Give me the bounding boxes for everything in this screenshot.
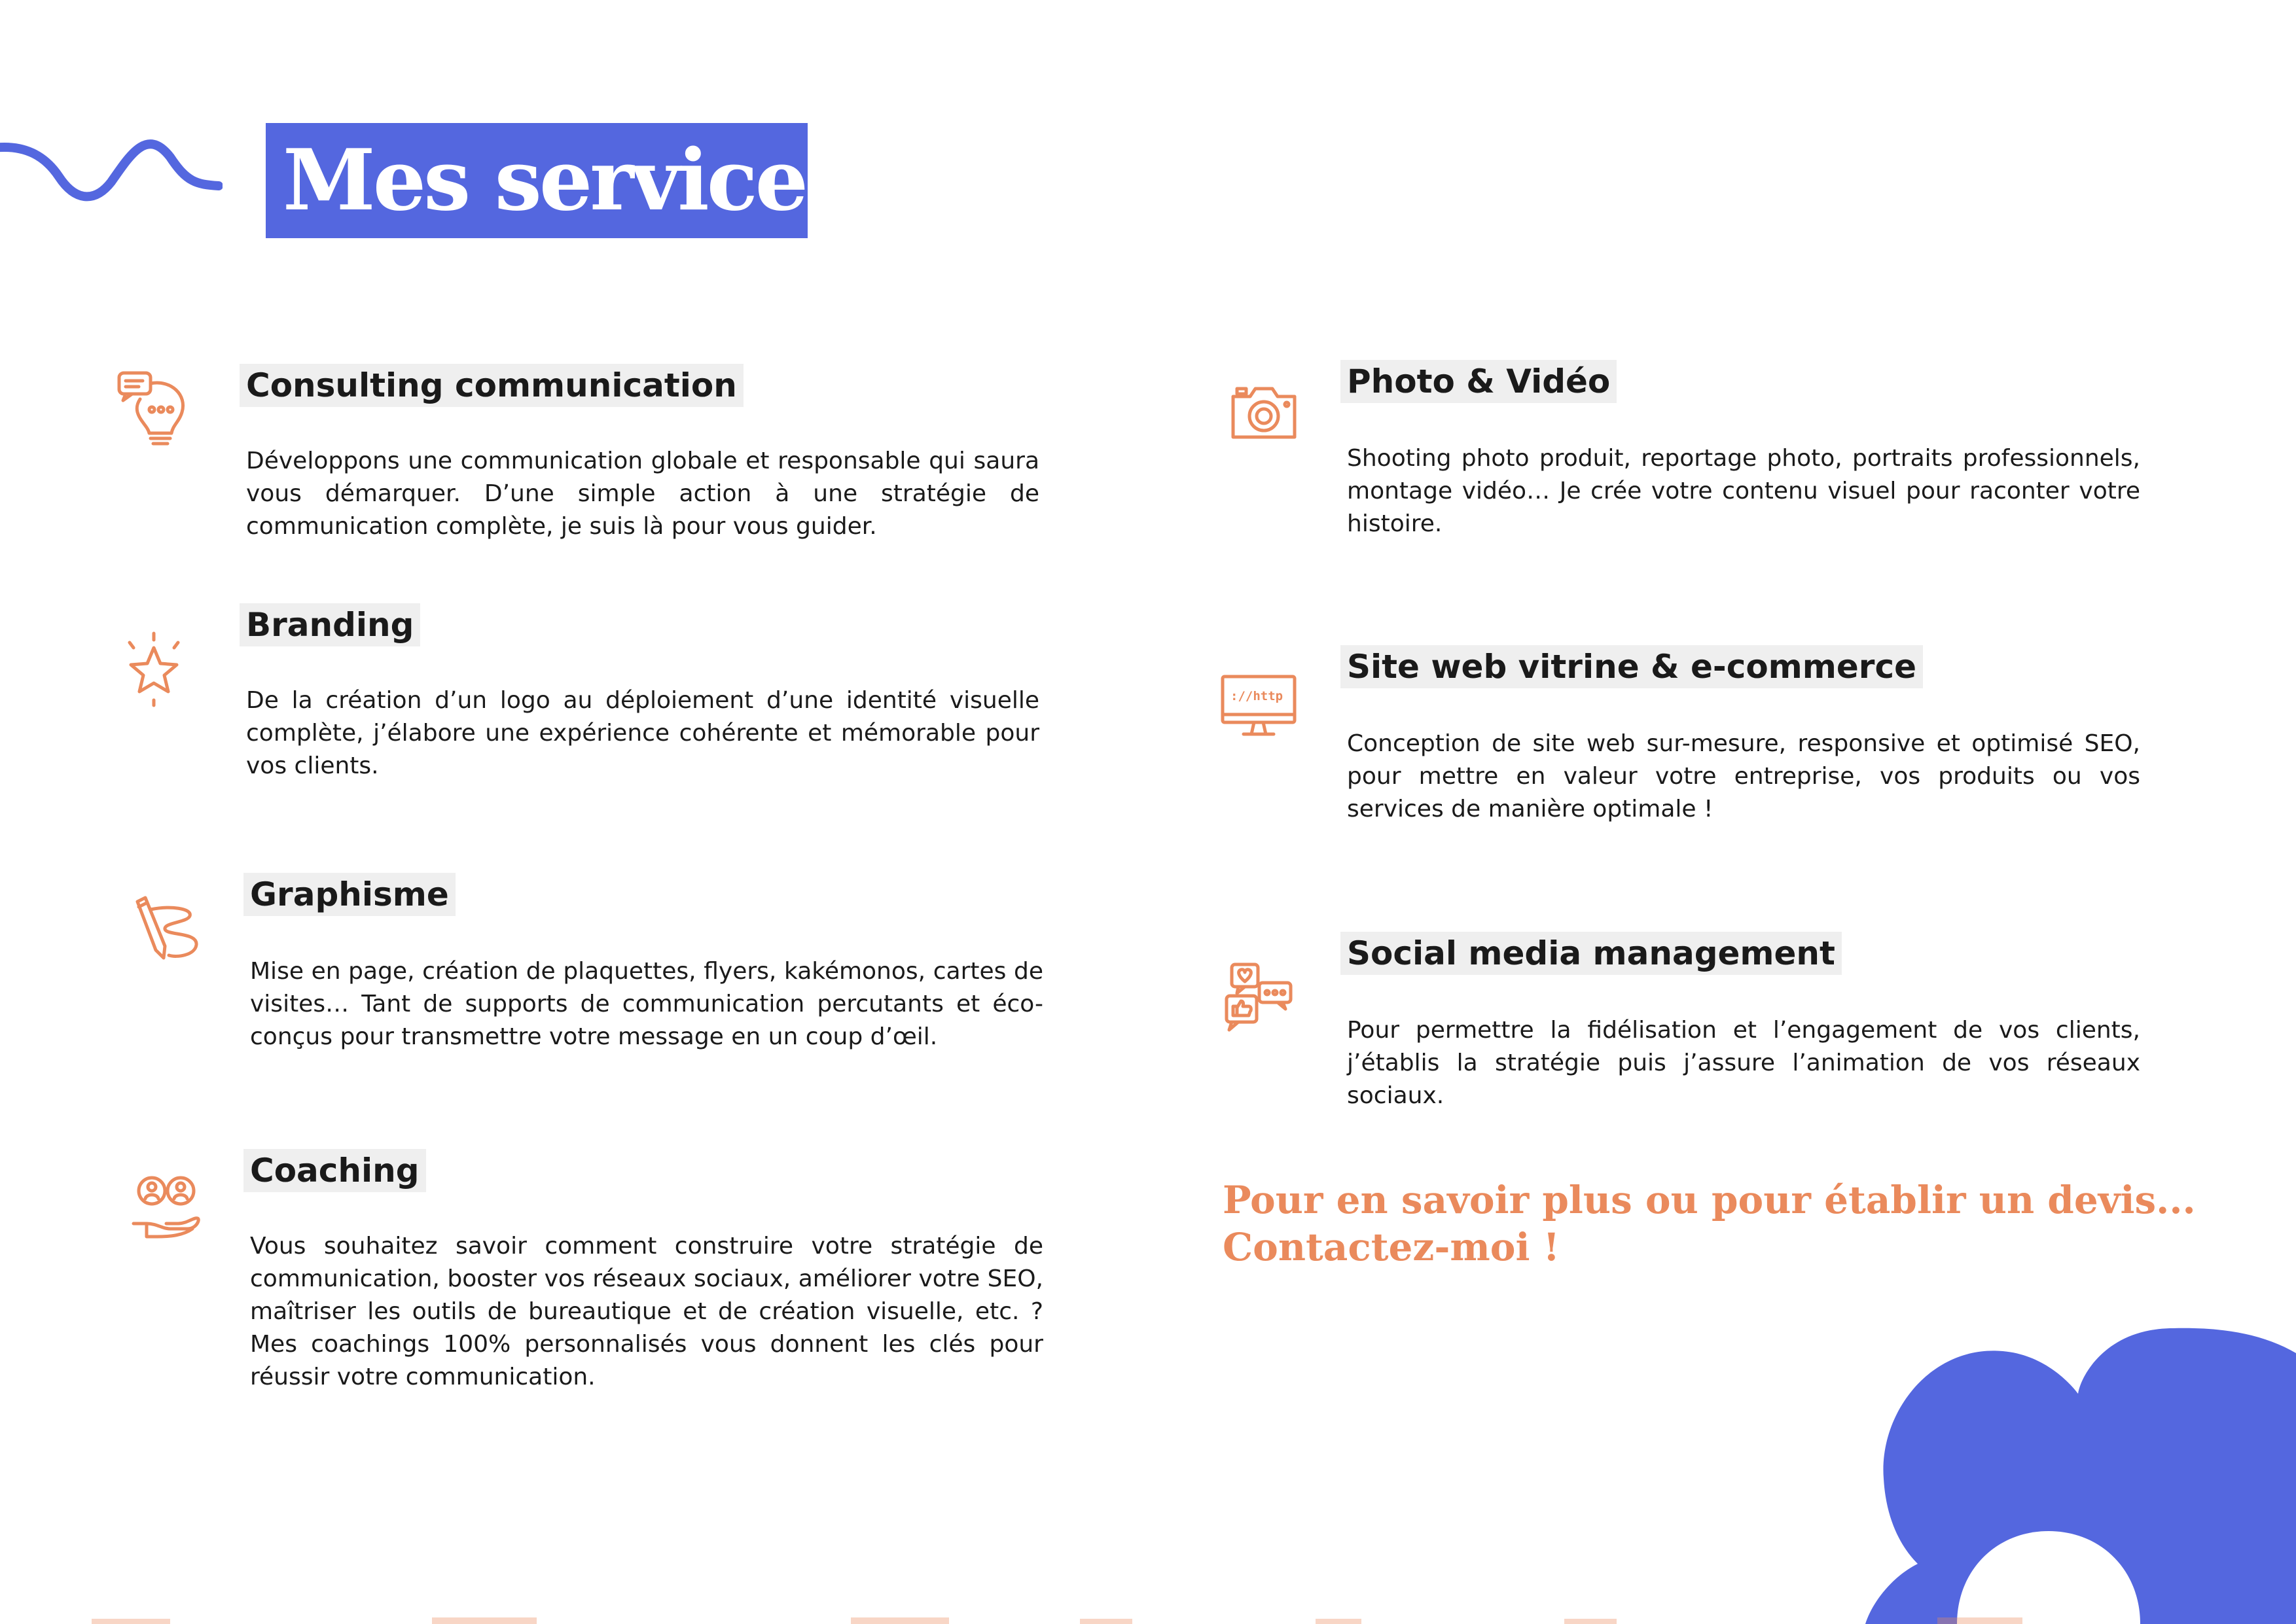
monitor-http-icon <box>1216 662 1301 747</box>
service-description: Shooting photo produit, reportage photo, portraits professionnels, montage vidéo… Je crée votre contenu visuel pour raconter votre histoire. <box>1347 445 2140 537</box>
star-icon <box>111 628 196 713</box>
cta-line-1: Pour en savoir plus ou pour établir un devis... <box>1223 1178 2196 1222</box>
page-title: Mes services <box>283 132 851 230</box>
service-description: Conception de site web sur-mesure, responsive et optimisé SEO, pour mettre en valeur votre entreprise, vos produits ou vos services de manière optimale ! <box>1347 730 2140 822</box>
service-title: Consulting communication <box>240 364 744 407</box>
service-description: Mise en page, création de plaquettes, flyers, kakémonos, cartes de visites… Tant de supports de communication percutants et éco-conçus pour transmettre votre message en un coup d’œil. <box>250 958 1043 1050</box>
service-title: Photo & Vidéo <box>1340 360 1617 403</box>
service-title: Branding <box>240 603 420 646</box>
camera-icon <box>1221 370 1306 455</box>
service-title: Graphisme <box>243 873 456 916</box>
service-description: Vous souhaitez savoir comment construire votre stratégie de communication, booster vos réseaux sociaux, améliorer votre SEO, maîtriser les outils de bureautique et de création visuelle, etc. ? Mes coachings 100% personnalisés vous donnent les clés pour réussir votre communication. <box>250 1233 1043 1390</box>
lightbulb-chat-icon <box>111 366 196 451</box>
service-description: Pour permettre la fidélisation et l’engagement de vos clients, j’établis la stratégie puis j’assure l’animation de vos réseaux sociaux. <box>1347 1017 2140 1109</box>
service-description: De la création d’un logo au déploiement d’une identité visuelle complète, j’élabore une expérience cohérente et mémorable pour vos clients. <box>246 687 1039 779</box>
service-title: Site web vitrine & e-commerce <box>1340 645 1923 688</box>
blue-flower-decoration <box>1754 1315 2296 1624</box>
service-title: Coaching <box>243 1149 426 1192</box>
squiggle-decoration <box>0 131 223 209</box>
service-description: Développons une communication globale et responsable qui saura vous démarquer. D’une simple action à une stratégie de communication complète, je suis là pour vous guider. <box>246 448 1039 540</box>
contact-cta <box>1223 1176 2204 1271</box>
cta-line-2: Contactez-moi ! <box>1223 1225 1560 1269</box>
pencil-icon <box>124 890 209 975</box>
coaching-hand-icon <box>124 1161 209 1246</box>
http-label: ://http <box>1230 689 1283 703</box>
bottom-decoration <box>0 1610 2296 1624</box>
social-media-icon <box>1219 955 1304 1040</box>
title-banner <box>266 123 851 238</box>
service-title: Social media management <box>1340 932 1842 975</box>
